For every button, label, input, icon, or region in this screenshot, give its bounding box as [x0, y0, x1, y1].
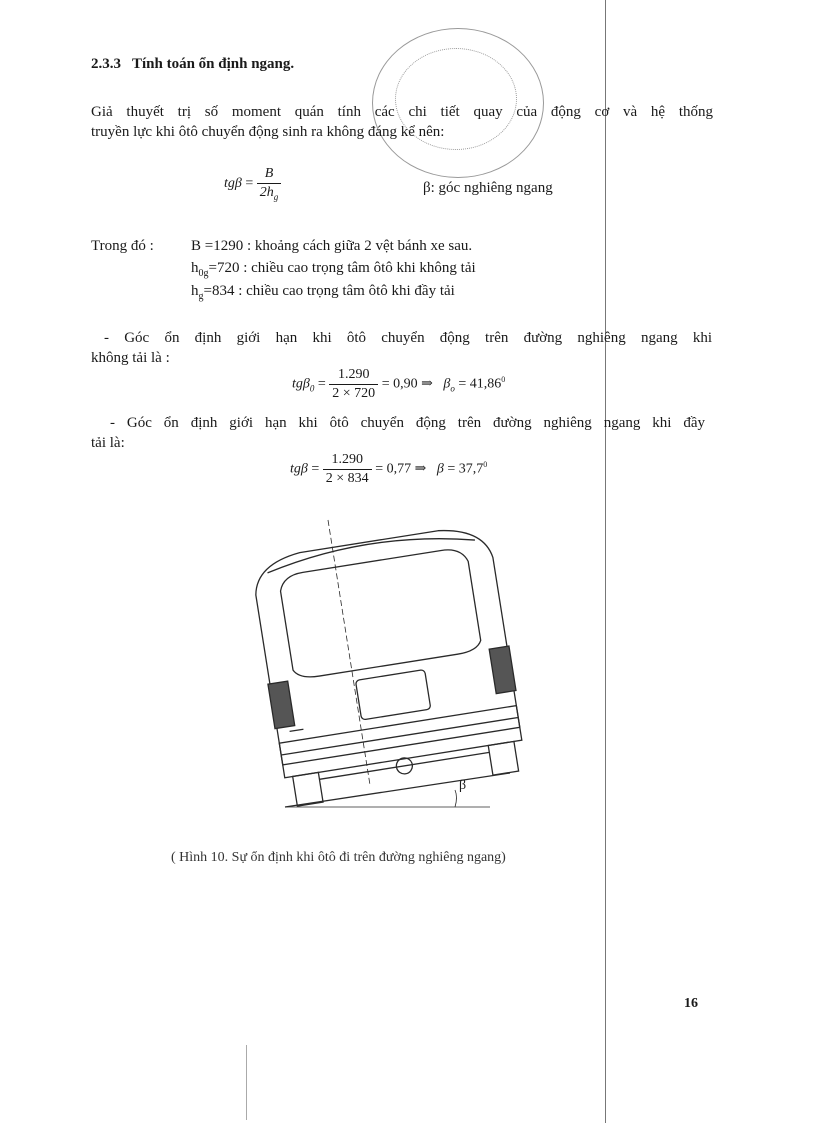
figure-caption: ( Hình 10. Sự ổn định khi ôtô đi trên đường nghiêng ngang): [171, 850, 506, 865]
formula-unloaded: tgβ$_0$ = $\frac{1.290}{2 \times 720}$ = 0,90 ⇒ $\beta_o = 41,86^0$: [292, 367, 506, 401]
formula-main-numerator: B: [257, 166, 282, 184]
loaded-line-1: - Góc ổn định giới hạn khi ôtô chuyển động trên đường nghiêng ngang khi đầy: [110, 415, 705, 431]
formula-main-lhs: tgβ: [224, 176, 242, 192]
formula-main-denominator: $2h_g$: [259, 185, 279, 202]
intro-line-2: truyền lực khi ôtô chuyển động sinh ra không đáng kể nên:: [91, 124, 445, 140]
scan-line-right: [605, 0, 606, 1123]
loaded-line-2: tải là:: [91, 435, 125, 451]
figure-angle-label: β: [459, 778, 467, 793]
van-slope-figure: [240, 515, 540, 815]
formula-main: [224, 166, 281, 202]
unloaded-line-2: không tải là :: [91, 350, 170, 366]
van-body: [248, 523, 528, 808]
formula-unloaded-numerator: 1.290: [329, 367, 378, 385]
formula-main-eq: =: [245, 176, 254, 192]
section-heading: [91, 56, 294, 73]
section-number: 2.3.3: [91, 56, 121, 72]
formula-main-note: β: góc nghiêng ngang: [423, 180, 553, 196]
definition-item-2: $h_{0g}=720$ : chiều cao trọng tâm ôtô khi không tải: [191, 260, 476, 279]
definition-item-3: $h_g=834$ : chiều cao trọng tâm ôtô khi đầy tải: [191, 283, 455, 302]
vertical-axis-line: [328, 520, 370, 785]
scan-line-bottom: [246, 1045, 247, 1120]
formula-loaded-numerator: 1.290: [323, 452, 372, 470]
definition-item-1: B =1290 : khoảng cách giữa 2 vệt bánh xe sau.: [191, 238, 473, 254]
formula-loaded-fraction: [323, 452, 372, 487]
intro-line-1: Giả thuyết trị số moment quán tính các chi tiết quay của động cơ và hệ thống: [91, 104, 713, 120]
formula-unloaded-result: = 0,90 ⇒: [381, 376, 433, 392]
formula-loaded: tgβ = $\frac{1.290}{2 \times 834}$ = 0,77 ⇒ $\beta = 37,7^0$: [290, 452, 488, 486]
definitions-label: Trong đó :: [91, 238, 154, 254]
angle-arc: [455, 790, 457, 807]
formula-loaded-denominator: 2 × 834: [325, 471, 369, 486]
unloaded-line-1: - Góc ổn định giới hạn khi ôtô chuyển động trên đường nghiêng ngang khi: [104, 330, 712, 346]
formula-loaded-result: = 0,77 ⇒: [375, 461, 427, 477]
formula-main-fraction: [257, 166, 282, 202]
section-title: Tính toán ổn định ngang.: [131, 56, 295, 72]
page-number: 16: [684, 996, 698, 1011]
formula-unloaded-denominator: 2 × 720: [332, 386, 376, 401]
formula-unloaded-fraction: [329, 367, 378, 402]
